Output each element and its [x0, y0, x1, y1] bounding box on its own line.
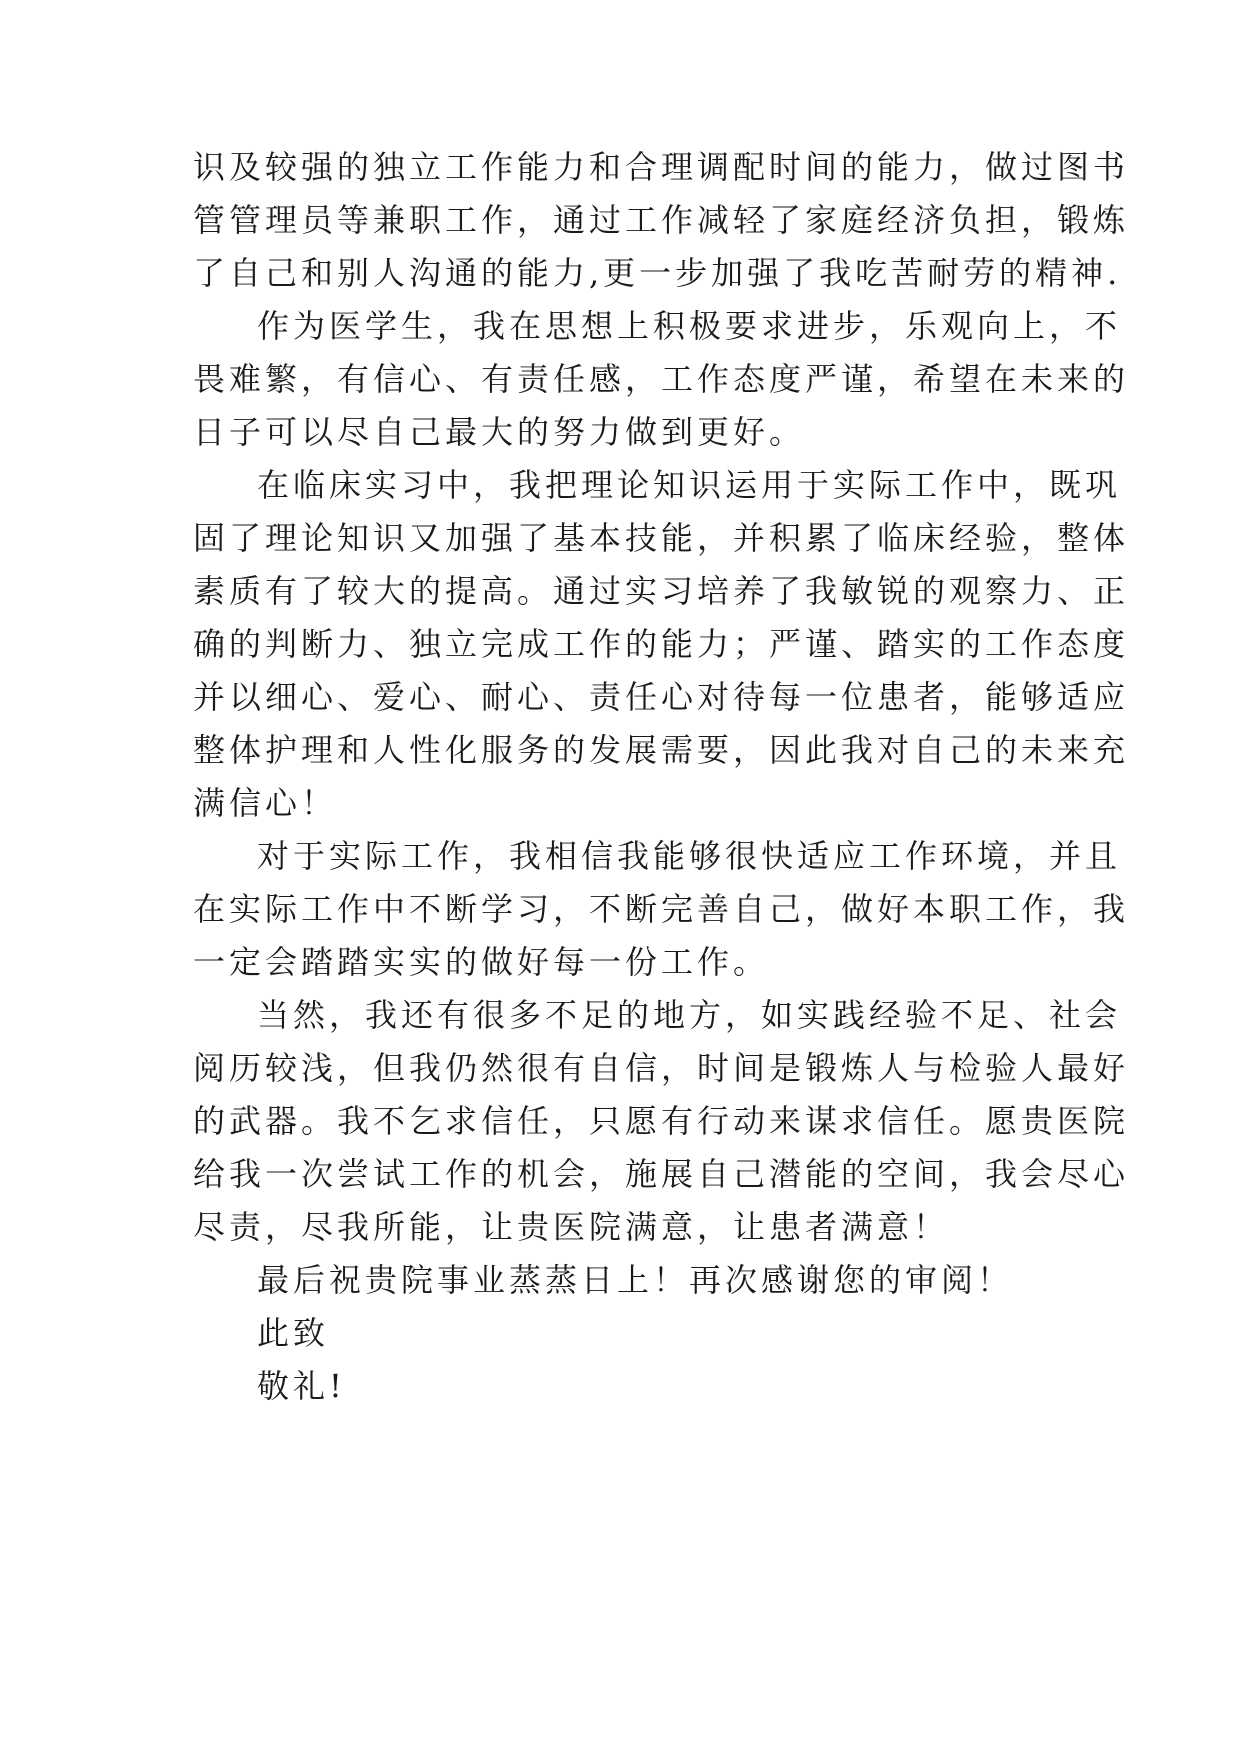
paragraph-5-line-3: 的武器。我不乞求信任，只愿有行动来谋求信任。愿贵医院 — [193, 1102, 1130, 1140]
paragraph-1-line-2: 管管理员等兼职工作，通过工作减轻了家庭经济负担，锻炼 — [193, 201, 1130, 239]
paragraph-6-line-1: 最后祝贵院事业蒸蒸日上！再次感谢您的审阅！ — [257, 1261, 1014, 1299]
paragraph-3-line-7: 满信心！ — [193, 784, 338, 822]
paragraph-5-line-5: 尽责，尽我所能，让贵医院满意，让患者满意！ — [193, 1208, 950, 1246]
paragraph-1-line-1: 识及较强的独立工作能力和合理调配时间的能力，做过图书 — [193, 148, 1130, 186]
paragraph-5-line-4: 给我一次尝试工作的机会，施展自己潜能的空间，我会尽心 — [193, 1155, 1130, 1193]
paragraph-3-line-5: 并以细心、爱心、耐心、责任心对待每一位患者，能够适应 — [193, 678, 1130, 716]
paragraph-5-line-2: 阅历较浅，但我仍然很有自信，时间是锻炼人与检验人最好 — [193, 1049, 1130, 1087]
paragraph-5-line-1: 当然，我还有很多不足的地方，如实践经验不足、社会 — [257, 996, 1122, 1034]
paragraph-3-line-1: 在临床实习中，我把理论知识运用于实际工作中，既巩 — [257, 466, 1122, 504]
paragraph-4-line-2: 在实际工作中不断学习，不断完善自己，做好本职工作，我 — [193, 890, 1130, 928]
paragraph-4-line-3: 一定会踏踏实实的做好每一份工作。 — [193, 943, 770, 981]
closing-regards: 敬礼! — [257, 1367, 346, 1405]
paragraph-2-line-1: 作为医学生，我在思想上积极要求进步，乐观向上，不 — [257, 307, 1122, 345]
paragraph-2-line-2: 畏难繁，有信心、有责任感，工作态度严谨，希望在未来的 — [193, 360, 1130, 398]
paragraph-4-line-1: 对于实际工作，我相信我能够很快适应工作环境，并且 — [257, 837, 1122, 875]
paragraph-2-line-3: 日子可以尽自己最大的努力做到更好。 — [193, 413, 806, 451]
paragraph-3-line-4: 确的判断力、独立完成工作的能力；严谨、踏实的工作态度 — [193, 625, 1130, 663]
paragraph-3-line-6: 整体护理和人性化服务的发展需要，因此我对自己的未来充 — [193, 731, 1130, 769]
paragraph-3-line-2: 固了理论知识又加强了基本技能，并积累了临床经验，整体 — [193, 519, 1130, 557]
paragraph-1-line-3: 了自己和别人沟通的能力,更一步加强了我吃苦耐劳的精神. — [193, 254, 1122, 292]
paragraph-3-line-3: 素质有了较大的提高。通过实习培养了我敏锐的观察力、正 — [193, 572, 1130, 610]
closing-salutation: 此致 — [257, 1314, 330, 1352]
